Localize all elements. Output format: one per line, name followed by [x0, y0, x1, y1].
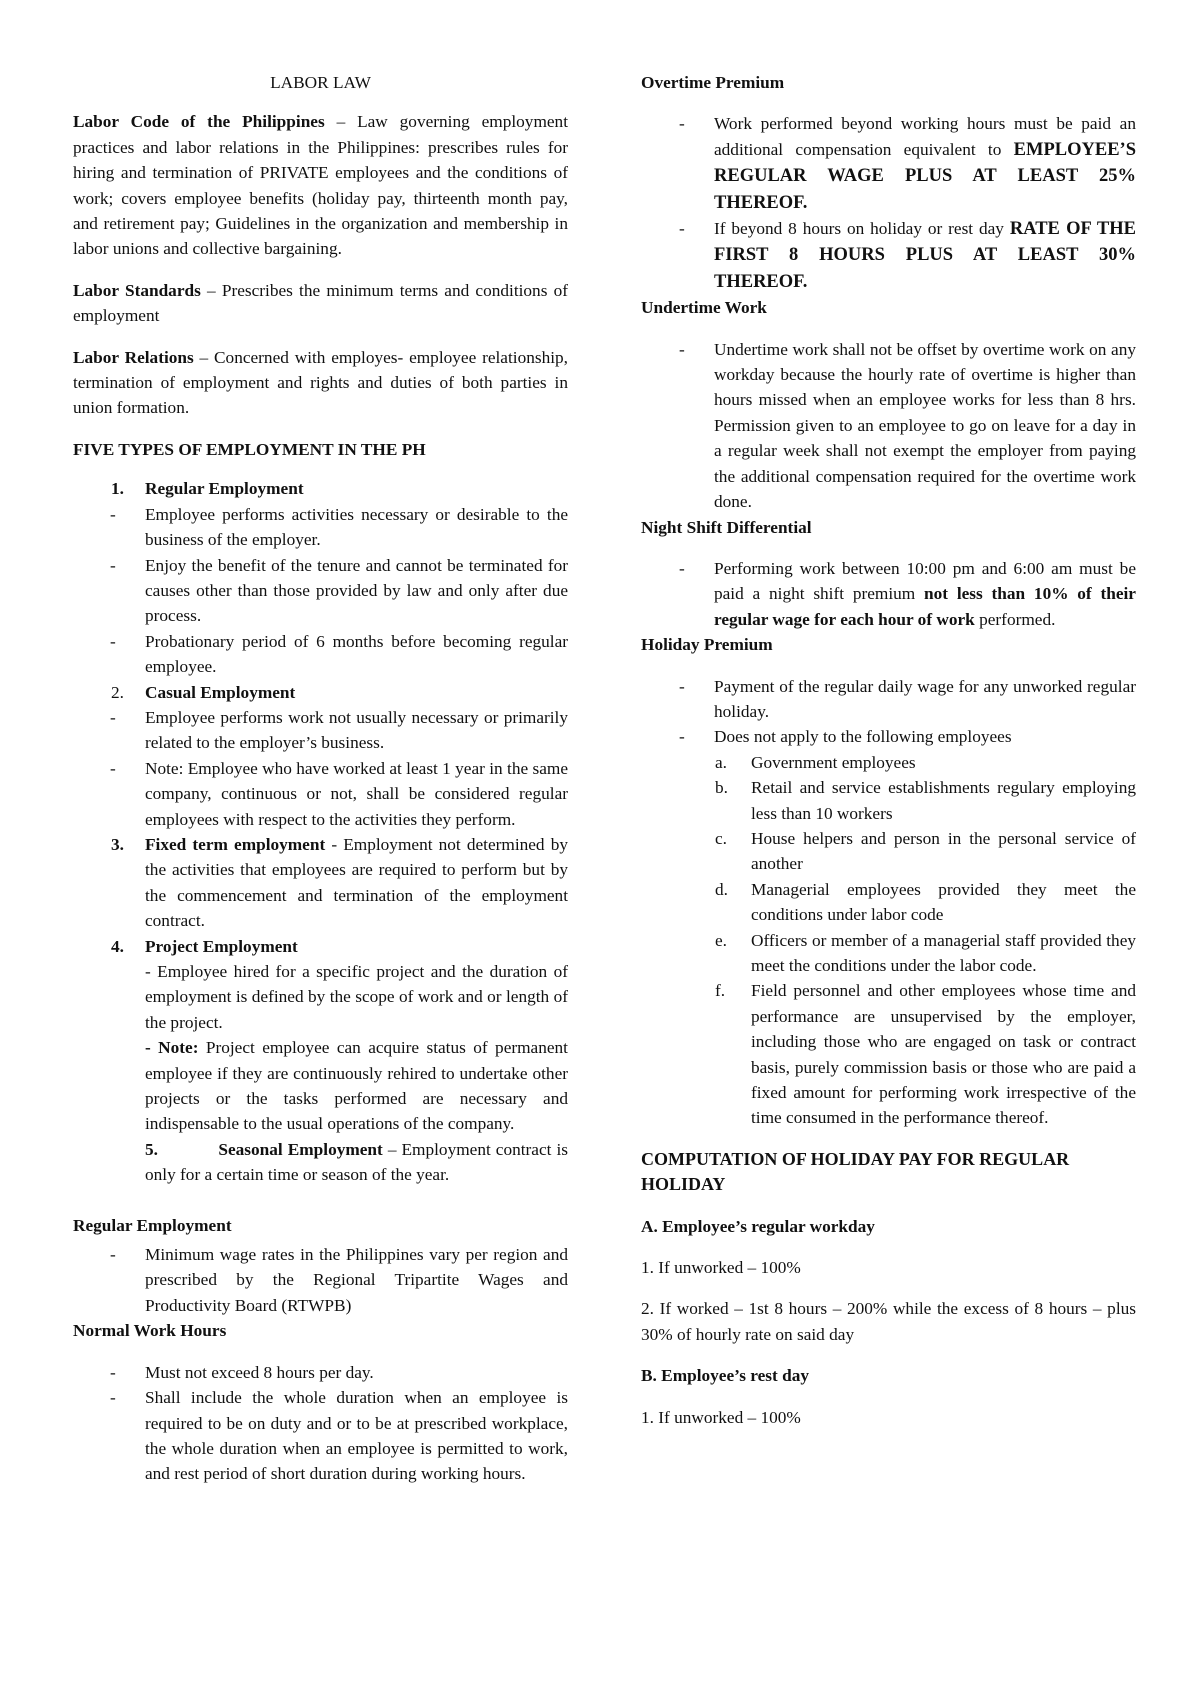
list-item	[641, 750, 1136, 775]
item-text: Field personnel and other employees whose time and performance are unsupervised by the employer, including those who are engaged on task or contract basis, purely commission basis or those who are paid a fixed amount for performing work irrespective of the time consumed in the performance thereof.	[751, 981, 1136, 1128]
employment-type-seasonal	[73, 1137, 568, 1188]
list-item: - Does not apply to the following employees	[641, 724, 1136, 749]
list-item: - Must not exceed 8 hours per day.	[73, 1360, 568, 1385]
undertime-heading: Undertime Work	[641, 298, 767, 318]
project-note	[73, 1035, 568, 1137]
list-item	[641, 928, 1136, 979]
holiday-bullets	[641, 674, 1136, 750]
list-item	[641, 978, 1136, 1130]
item-letter: b.	[715, 778, 728, 798]
list-item	[641, 826, 1136, 877]
item-title: Project Employment	[145, 936, 298, 956]
overtime-emphasis: RATE OF THE FIRST 8 HOURS PLUS AT LEAST 30% THEREOF.	[714, 219, 1136, 292]
list-item	[641, 216, 1136, 295]
item-letter: c.	[715, 828, 727, 848]
item-text: Government employees	[751, 752, 916, 772]
overtime-text: Work performed beyond working hours must be paid an additional compensation equivalent to	[714, 114, 1136, 159]
labor-relations-paragraph	[73, 345, 568, 421]
document-title: LABOR LAW	[270, 73, 371, 92]
item-title: Casual Employment	[145, 682, 296, 702]
regular-workday-item-2: 2. If worked – 1st 8 hours – 200% while the excess of 8 hours – plus 30% of hourly rate on said day	[641, 1299, 1136, 1344]
item-letter: f.	[715, 981, 726, 1001]
list-item	[641, 775, 1136, 826]
item-text: Officers or member of a managerial staff provided they meet the conditions under the labor code.	[751, 930, 1136, 975]
labor-standards-text: – Prescribes the minimum terms and conditions of employment	[73, 280, 568, 326]
rest-day-item-1: 1. If unworked – 100%	[641, 1407, 801, 1427]
computation-heading: COMPUTATION OF HOLIDAY PAY FOR REGULAR HOLIDAY	[641, 1148, 1070, 1195]
project-text-1: - Employee hired for a specific project and the duration of employment is defined by the scope of work and or length of the project.	[145, 962, 568, 1032]
list-item: - Enjoy the benefit of the tenure and cannot be terminated for causes other than those provided by law and only after due process.	[73, 553, 568, 629]
labor-code-paragraph	[73, 109, 568, 261]
list-item: - Minimum wage rates in the Philippines vary per region and prescribed by the Regional Tripartite Wages and Productivity Board (RTWPB)	[73, 1242, 568, 1318]
list-item: - Payment of the regular daily wage for any unworked regular holiday.	[641, 674, 1136, 725]
regular-workday-heading: A. Employee’s regular workday	[641, 1216, 875, 1236]
regular-bullets	[73, 502, 568, 680]
employment-type-casual	[73, 680, 568, 705]
employment-type-project	[73, 934, 568, 959]
list-item: - Employee performs activities necessary or desirable to the business of the employer.	[73, 502, 568, 553]
list-item	[641, 877, 1136, 928]
item-title: Regular Employment	[145, 479, 304, 499]
exemption-list	[641, 750, 1136, 1131]
list-item: - Employee performs work not usually necessary or primarily related to the employer’s business.	[73, 705, 568, 756]
item-number: 5.	[145, 1139, 158, 1159]
regular-employment-heading: Regular Employment	[73, 1215, 232, 1235]
list-item: - Shall include the whole duration when an employee is required to be on duty and or to be at prescribed workplace, the whole duration when an employee is permitted to work, and rest period of short duration during working hours.	[73, 1385, 568, 1487]
night-shift-heading: Night Shift Differential	[641, 517, 812, 537]
normal-hours-bullets	[73, 1360, 568, 1487]
item-text: Managerial employees provided they meet the conditions under labor code	[751, 879, 1136, 925]
item-title: Fixed term employment	[145, 834, 326, 854]
item-letter: e.	[715, 930, 727, 950]
item-title: Seasonal Employment	[218, 1139, 383, 1159]
night-text: Performing work between 10:00 pm and 6:00 am must be paid a night shift premium	[714, 558, 1136, 604]
note-label: - Note:	[145, 1038, 199, 1058]
overtime-emphasis: EMPLOYEE’S REGULAR WAGE PLUS AT LEAST 25% THEREOF.	[714, 139, 1136, 213]
rest-day-heading: B. Employee’s rest day	[641, 1366, 810, 1386]
labor-code-term: Labor Code of the Philippines	[73, 112, 325, 132]
night-emphasis: not less than 10% of their regular wage for each hour of work	[714, 584, 1136, 629]
item-text: House helpers and person in the personal service of another	[751, 828, 1136, 874]
labor-standards-paragraph	[73, 278, 568, 329]
labor-relations-term: Labor Relations	[73, 347, 194, 367]
regular-workday-item-1: 1. If unworked – 100%	[641, 1258, 801, 1278]
list-item	[641, 556, 1136, 632]
night-text: performed.	[974, 609, 1056, 629]
left-column	[73, 70, 568, 1487]
right-column	[641, 70, 1136, 1446]
holiday-premium-heading: Holiday Premium	[641, 635, 773, 655]
item-text: - Employment not determined by the activities that employees are required to perform but by the commencement and termination of the employment contract.	[145, 834, 568, 931]
labor-code-text: – Law governing employment practices and labor relations in the Philippines: prescribes rules for hiring and termination of PRIVATE employees and the conditions of work; covers employee benefits (holiday pay, thirteenth month pay, and retirement pay; Guidelines in the organization and membership in labor unions and collective bargaining.	[73, 112, 568, 259]
list-item: - Probationary period of 6 months before becoming regular employee.	[73, 629, 568, 680]
item-number: 3.	[111, 834, 124, 854]
normal-hours-heading: Normal Work Hours	[73, 1321, 227, 1341]
casual-bullets	[73, 705, 568, 832]
overtime-heading: Overtime Premium	[641, 73, 785, 92]
five-types-heading: FIVE TYPES OF EMPLOYMENT IN THE PH	[73, 439, 426, 459]
night-shift-bullets	[641, 556, 1136, 632]
overtime-bullets	[641, 111, 1136, 295]
labor-relations-text: – Concerned with employes- employee relationship, termination of employment and rights and duties of both parties in union formation.	[73, 347, 568, 418]
item-text: Retail and service establishments regulary employing less than 10 workers	[751, 778, 1136, 823]
item-number: 1.	[111, 479, 124, 499]
note-text: Project employee can acquire status of permanent employee if they are continuously rehired to undertake other projects or the tasks performed are necessary and indispensable to the usual operations of the company.	[145, 1038, 568, 1134]
undertime-bullets	[641, 337, 1136, 515]
overtime-text: If beyond 8 hours on holiday or rest day	[714, 219, 1010, 239]
employment-type-fixed	[73, 832, 568, 934]
labor-standards-term: Labor Standards	[73, 280, 201, 300]
employment-type-regular	[73, 476, 568, 501]
item-text: – Employment contract is only for a certain time or season of the year.	[145, 1139, 568, 1185]
regular-employment-bullets	[73, 1242, 568, 1318]
item-number: 4.	[111, 936, 124, 956]
item-number: 2.	[111, 682, 124, 702]
list-item	[641, 111, 1136, 216]
list-item: - Note: Employee who have worked at least 1 year in the same company, continuous or not, shall be considered regular employees with respect to the activities they perform.	[73, 756, 568, 832]
item-letter: a.	[715, 752, 727, 772]
list-item: - Undertime work shall not be offset by overtime work on any workday because the hourly rate of overtime is higher than hours missed when an employee works for less than 8 hrs. Permission given to an employee to go on leave for a day in a regular week shall not exempt the employer from paying the additional compensation required for the overtime work done.	[641, 337, 1136, 515]
item-letter: d.	[715, 879, 728, 899]
